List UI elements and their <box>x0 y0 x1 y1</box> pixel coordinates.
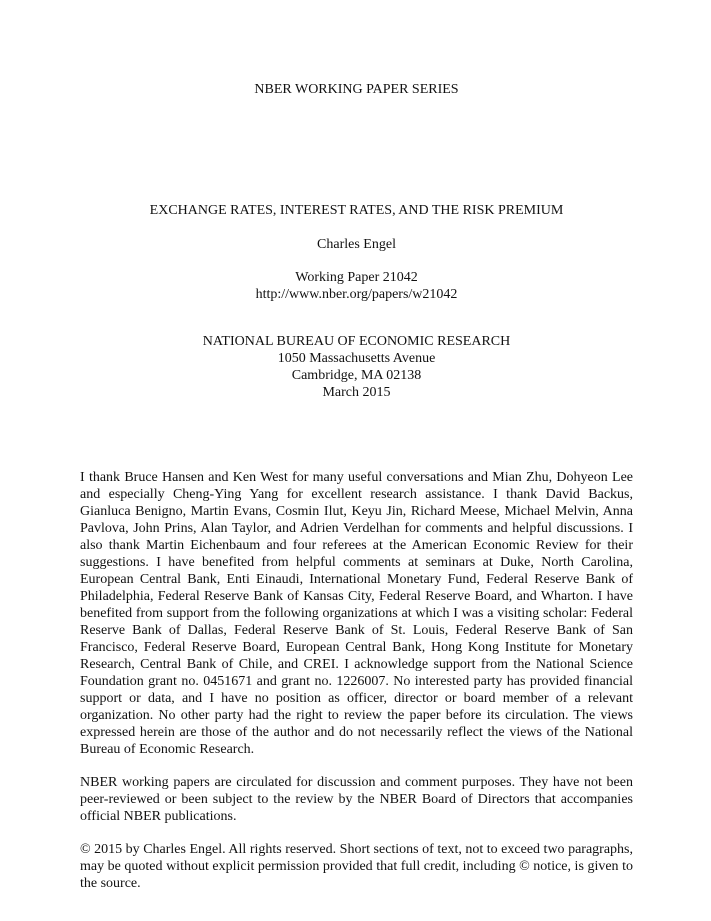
disclaimer-paragraph: NBER working papers are circulated for discussion and comment purposes. They have not been peer-reviewed or been subject to the review by the NBER Board of Directors that accompanies official NBER publications. <box>80 775 633 824</box>
publication-date: March 2015 <box>322 385 391 400</box>
organization-name: NATIONAL BUREAU OF ECONOMIC RESEARCH <box>202 334 511 349</box>
acknowledgments-paragraph: I thank Bruce Hansen and Ken West for many useful conversations and Mian Zhu, Dohyeon Lee and especially Cheng-Ying Yang for excellent research assistance. I thank David Backus, Gianluca Benigno, Martin Evans, Cosmin Ilut, Keyu Jin, Richard Meese, Michael Melvin, Anna Pavlova, John Prins, Alan Taylor, and Adrien Verdelhan for comments and helpful discussions. I also thank Martin Eichenbaum and four referees at the American Economic Review for their suggestions. I have benefited from helpful comments at seminars at Duke, North Carolina, European Central Bank, Enti Einaudi, International Monetary Fund, Federal Reserve Bank of Philadelphia, Federal Reserve Bank of Kansas City, Federal Reserve Board, and Wharton. I have benefited from support from the following organizations at which I was a visiting scholar: Federal Reserve Bank of Dallas, Federal Reserve Bank of St. Louis, Federal Reserve Bank of San Francisco, Federal Reserve Board, European Central Bank, Hong Kong Institute for Monetary Research, Central Bank of Chile, and CREI. I acknowledge support from the National Science Foundation grant no. 0451671 and grant no. 1226007. No interested party has provided financial support or data, and I have no position as officer, director or board member of a relevant organization. No other party had the right to review the paper before its circulation. The views expressed herein are those of the author and do not necessarily reflect the views of the National Bureau of Economic Research. <box>80 470 633 757</box>
working-paper-number: Working Paper 21042 <box>295 270 418 285</box>
organization-block <box>80 333 633 401</box>
copyright-paragraph: © 2015 by Charles Engel. All rights reserved. Short sections of text, not to exceed two paragraphs, may be quoted without explicit permission provided that full credit, including © notice, is given to the source. <box>80 842 633 891</box>
organization-address-line2: Cambridge, MA 02138 <box>291 368 422 383</box>
author-name: Charles Engel <box>317 237 396 252</box>
organization-address-line1: 1050 Massachusetts Avenue <box>277 351 436 366</box>
paper-title: EXCHANGE RATES, INTEREST RATES, AND THE RISK PREMIUM <box>149 203 564 218</box>
paper-url: http://www.nber.org/papers/w21042 <box>255 287 458 302</box>
series-header: NBER WORKING PAPER SERIES <box>254 82 459 97</box>
